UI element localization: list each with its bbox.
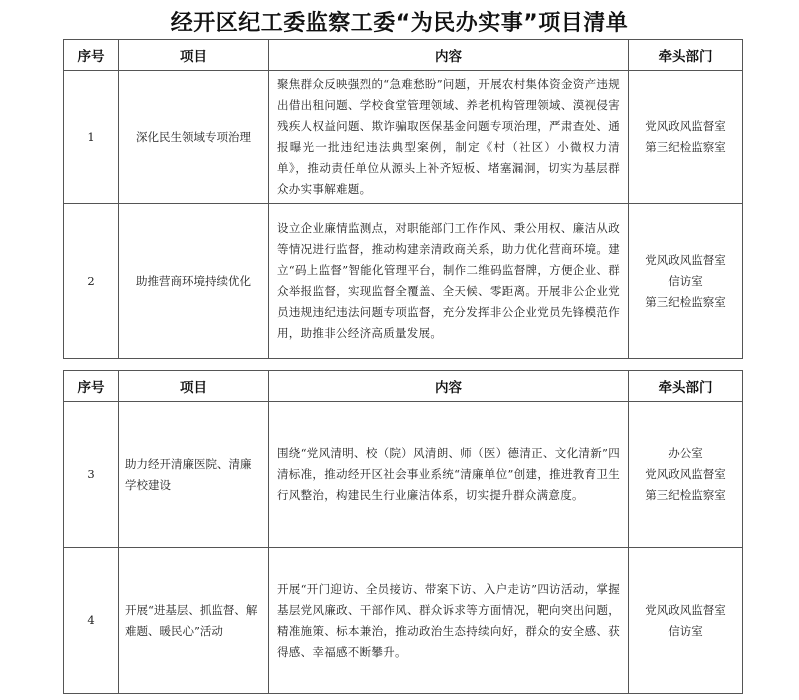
header-content: 内容 (269, 371, 629, 402)
header-dept: 牵头部门 (629, 371, 743, 402)
row-content: 聚焦群众反映强烈的“急难愁盼”问题，开展农村集体资金资产违规出借出租问题、学校食堂管理领域、养老机构管理领域、漠视侵害残疾人权益问题、欺诈骗取医保基金问题专项治理，严肃查处、通报曝光一批违纪违法典型案例，制定《村（社区）小微权力清单》，推动责任单位从源头上补齐短板、堵塞漏洞，切实为基层群众办实事解难题。 (269, 71, 629, 204)
project-table-page-2 (63, 370, 743, 694)
row-item: 助力经开清廉医院、清廉学校建设 (119, 402, 269, 548)
dept-name: 信访室 (668, 273, 703, 288)
row-item: 深化民生领域专项治理 (119, 71, 269, 204)
dept-name: 第三纪检监察室 (645, 294, 726, 309)
row-content: 开展“开门迎访、全员接访、带案下访、入户走访”四访活动，掌握基层党风廉政、干部作风、群众诉求等方面情况，靶向突出问题，精准施策、标本兼治，推动政治生态持续向好，群众的安全感、获得感、幸福感不断攀升。 (269, 548, 629, 694)
dept-name: 党风政风监督室 (645, 602, 726, 617)
table-header-row (64, 371, 743, 402)
dept-name: 信访室 (668, 623, 703, 638)
header-item: 项目 (119, 371, 269, 402)
row-item: 助推营商环境持续优化 (119, 204, 269, 359)
project-table-page-1 (63, 39, 743, 359)
dept-name: 办公室 (668, 446, 703, 460)
row-dept (629, 204, 743, 359)
table-header-row (64, 40, 743, 71)
table-row (64, 71, 743, 204)
dept-name: 党风政风监督室 (645, 252, 726, 267)
header-content: 内容 (269, 40, 629, 71)
dept-name: 党风政风监督室 (645, 467, 726, 481)
header-no: 序号 (64, 371, 119, 402)
row-dept (629, 402, 743, 548)
dept-name: 第三纪检监察室 (645, 488, 726, 502)
dept-name: 党风政风监督室 (645, 119, 726, 133)
row-dept (629, 548, 743, 694)
document-title: 经开区纪工委监察工委“为民办实事”项目清单 (170, 11, 629, 36)
dept-name: 第三纪检监察室 (645, 140, 726, 154)
header-item: 项目 (119, 40, 269, 71)
header-no: 序号 (64, 40, 119, 71)
header-dept: 牵头部门 (629, 40, 743, 71)
table-row (64, 402, 743, 548)
table-row (64, 548, 743, 694)
table-row (64, 204, 743, 359)
row-no: 4 (64, 548, 119, 694)
row-no: 1 (64, 71, 119, 204)
row-dept (629, 71, 743, 204)
row-content: 设立企业廉情监测点，对职能部门工作作风、秉公用权、廉洁从政等情况进行监督，推动构建亲清政商关系，助力优化营商环境。建立“码上监督”智能化管理平台，制作二维码监督牌，方便企业、群众举报监督，实现监督全覆盖、全天候、零距离。开展非公企业党员违规违纪违法问题专项监督，充分发挥非公企业党员先锋模范作用，助推非公经济高质量发展。 (269, 204, 629, 359)
row-content: 围绕“党风清明、校（院）风清朗、师（医）德清正、文化清新”四清标准，推动经开区社会事业系统“清廉单位”创建，推进教育卫生行风整治，构建民生行业廉洁体系，切实提升群众满意度。 (269, 402, 629, 548)
row-no: 2 (64, 204, 119, 359)
row-item: 开展“进基层、抓监督、解难题、暖民心”活动 (119, 548, 269, 694)
row-no: 3 (64, 402, 119, 548)
